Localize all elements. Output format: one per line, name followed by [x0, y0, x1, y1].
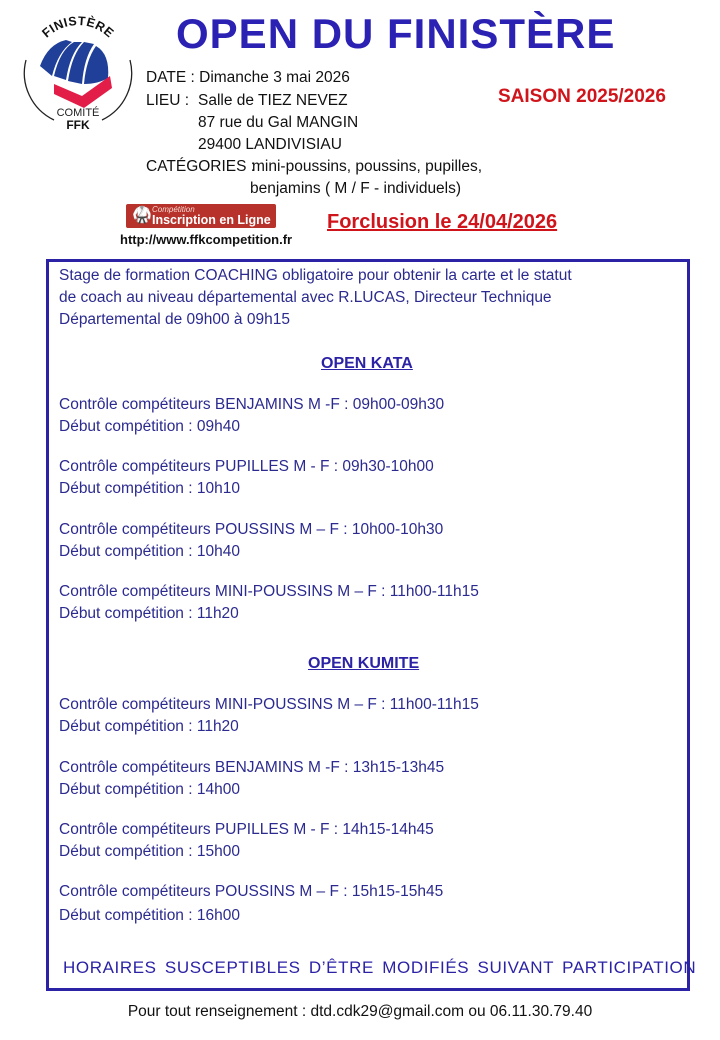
kumite-start-1: Début compétition : 11h20: [59, 718, 239, 735]
deadline-text: Forclusion le 24/04/2026: [327, 211, 558, 233]
kumite-start-3: Début compétition : 15h00: [59, 843, 240, 860]
schedule-box: [46, 259, 697, 991]
lieu-label: LIEU :: [146, 92, 190, 109]
logo-top-text: FINISTÈRE: [39, 13, 117, 41]
lieu-line-2: 87 rue du Gal MANGIN: [198, 114, 359, 131]
open-kata-heading: OPEN KATA: [321, 355, 413, 372]
categories-line-1: mini-poussins, poussins, pupilles,: [252, 158, 483, 175]
glove-icon: [40, 40, 112, 108]
kata-control-3: Contrôle compétiteurs POUSSINS M – F : 10h00-10h30: [59, 521, 444, 538]
kumite-control-3: Contrôle compétiteurs PUPILLES M - F : 14h15-14h45: [59, 821, 434, 838]
date-value: Dimanche 3 mai 2026: [199, 69, 350, 86]
online-registration-banner[interactable]: [126, 204, 276, 228]
logo-ffk-text: FFK: [66, 118, 90, 132]
logo-comite-text: COMITÉ: [56, 107, 100, 119]
intro-line-1: Stage de formation COACHING obligatoire pour obtenir la carte et le statut: [59, 267, 572, 284]
kata-control-2: Contrôle compétiteurs PUPILLES M - F : 09h30-10h00: [59, 458, 434, 475]
page-title: OPEN DU FINISTÈRE: [176, 10, 616, 57]
svg-text:FINISTÈRE: [39, 14, 116, 40]
kata-start-4: Début compétition : 11h20: [59, 605, 239, 622]
kata-start-1: Début compétition : 09h40: [59, 418, 240, 435]
lieu-line-1: Salle de TIEZ NEVEZ: [198, 92, 348, 109]
kumite-control-2: Contrôle compétiteurs BENJAMINS M -F : 13h15-13h45: [59, 759, 445, 776]
categories-label: CATÉGORIES :: [146, 158, 256, 175]
banner-big-text: Inscription en Ligne: [152, 213, 271, 227]
kumite-control-4: Contrôle compétiteurs POUSSINS M – F : 15h15-15h45: [59, 883, 444, 900]
open-kumite-heading: OPEN KUMITE: [308, 655, 420, 672]
season-label: SAISON 2025/2026: [498, 86, 666, 107]
contact-footer: Pour tout renseignement : dtd.cdk29@gmail.com ou 06.11.30.79.40: [127, 1003, 593, 1020]
kumite-start-4: Début compétition : 16h00: [59, 907, 240, 924]
kata-start-3: Début compétition : 10h40: [59, 543, 240, 560]
ffk-finistere-logo: [14, 4, 142, 132]
karateka-icon: 🥋: [132, 207, 152, 224]
kumite-control-1: Contrôle compétiteurs MINI-POUSSINS M – F : 11h00-11h15: [59, 696, 479, 713]
categories-line-2: benjamins ( M / F - individuels): [250, 180, 462, 197]
kumite-start-2: Début compétition : 14h00: [59, 781, 240, 798]
lieu-line-3: 29400 LANDIVISIAU: [198, 136, 342, 153]
kata-start-2: Début compétition : 10h10: [59, 480, 240, 497]
banner-small-text: Compétition: [152, 205, 195, 214]
registration-url[interactable]: http://www.ffkcompetition.fr: [120, 232, 293, 247]
intro-line-3: Départemental de 09h00 à 09h15: [59, 311, 290, 328]
date-line: [146, 69, 350, 87]
kata-control-1: Contrôle compétiteurs BENJAMINS M -F : 09h00-09h30: [59, 396, 445, 413]
date-label: DATE :: [146, 69, 195, 86]
schedule-change-notice: HORAIRES SUSCEPTIBLES D’ÊTRE MODIFIÉS SUIVANT PARTICIPATION: [63, 958, 697, 977]
intro-line-2: de coach au niveau départemental avec R.LUCAS, Directeur Technique: [59, 289, 552, 306]
kata-control-4: Contrôle compétiteurs MINI-POUSSINS M – F : 11h00-11h15: [59, 583, 479, 600]
lieu-line: [146, 92, 189, 110]
